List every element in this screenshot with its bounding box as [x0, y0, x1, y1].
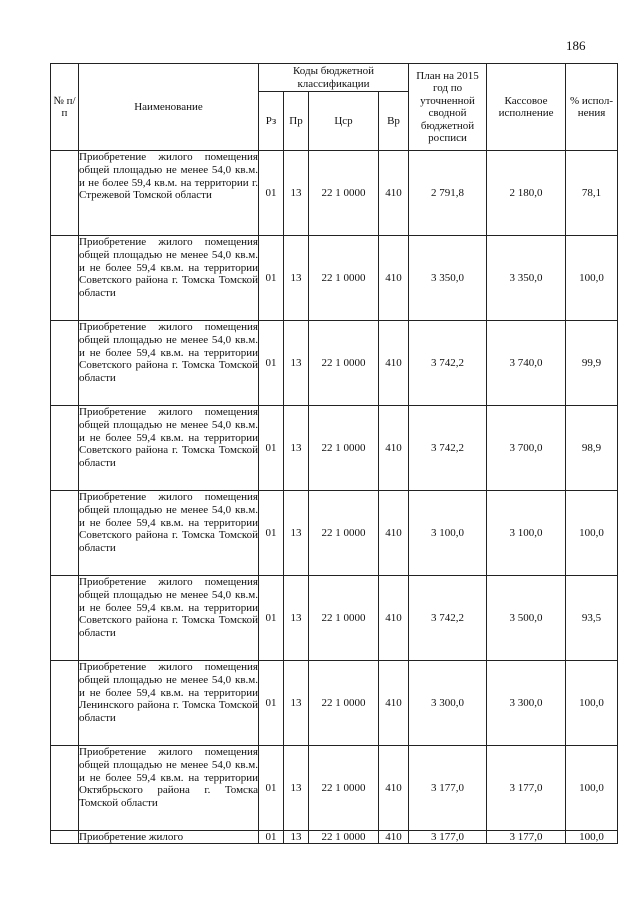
cell-name: Приобретение жилого помещения общей площадью не менее 54,0 кв.м. и не более 59,4 кв.м. на территории Советского района г. Томска Томской области: [79, 321, 259, 406]
cell-pct: 100,0: [566, 831, 618, 844]
cell-name: Приобретение жилого: [79, 831, 259, 844]
cell-pr: 13: [284, 236, 309, 321]
cell-kass: 2 180,0: [487, 151, 566, 236]
cell-no: [51, 151, 79, 236]
cell-kass: 3 177,0: [487, 831, 566, 844]
cell-kass: 3 500,0: [487, 576, 566, 661]
header-csr: Цср: [309, 92, 379, 151]
cell-name: Приобретение жилого помещения общей площадью не менее 54,0 кв.м. и не более 59,4 кв.м. на территории Советского района г. Томска Томской области: [79, 406, 259, 491]
header-pr: Пр: [284, 92, 309, 151]
cell-rz: 01: [259, 831, 284, 844]
cell-no: [51, 491, 79, 576]
cell-vr: 410: [379, 746, 409, 831]
table-row: [51, 746, 618, 831]
page-number: 186: [566, 38, 586, 53]
cell-vr: 410: [379, 236, 409, 321]
cell-vr: 410: [379, 406, 409, 491]
cell-vr: 410: [379, 831, 409, 844]
cell-plan: 3 742,2: [409, 406, 487, 491]
cell-no: [51, 236, 79, 321]
cell-csr: 22 1 0000: [309, 321, 379, 406]
cell-kass: 3 350,0: [487, 236, 566, 321]
cell-kass: 3 300,0: [487, 661, 566, 746]
cell-name: Приобретение жилого помещения общей площадью не менее 54,0 кв.м. и не более 59,4 кв.м. на территории Ленинского района г. Томска Томской области: [79, 661, 259, 746]
cell-rz: 01: [259, 576, 284, 661]
cell-pct: 100,0: [566, 491, 618, 576]
cell-name: Приобретение жилого помещения общей площадью не менее 54,0 кв.м. и не более 59,4 кв.м. на территории Советского района г. Томска Томской области: [79, 576, 259, 661]
cell-pr: 13: [284, 321, 309, 406]
table-row: [51, 406, 618, 491]
header-name: Наименование: [79, 64, 259, 151]
cell-kass: 3 100,0: [487, 491, 566, 576]
cell-rz: 01: [259, 406, 284, 491]
cell-pr: 13: [284, 746, 309, 831]
header-rz: Рз: [259, 92, 284, 151]
cell-pr: 13: [284, 406, 309, 491]
cell-csr: 22 1 0000: [309, 661, 379, 746]
cell-rz: 01: [259, 746, 284, 831]
cell-plan: 2 791,8: [409, 151, 487, 236]
table-row: [51, 831, 618, 844]
cell-kass: 3 740,0: [487, 321, 566, 406]
header-kass: Кассовое исполнение: [487, 64, 566, 151]
cell-no: [51, 576, 79, 661]
table-row: [51, 576, 618, 661]
header-codes-group: Коды бюджетной классификации: [259, 64, 409, 92]
cell-pr: 13: [284, 661, 309, 746]
cell-csr: 22 1 0000: [309, 831, 379, 844]
cell-no: [51, 746, 79, 831]
header-plan: План на 2015 год по уточненной сводной бюджетной росписи: [409, 64, 487, 151]
cell-name: Приобретение жилого помещения общей площадью не менее 54,0 кв.м. и не более 59,4 кв.м. на территории Советского района г. Томска Томской области: [79, 236, 259, 321]
cell-pr: 13: [284, 491, 309, 576]
cell-vr: 410: [379, 321, 409, 406]
cell-pct: 78,1: [566, 151, 618, 236]
table-row: [51, 661, 618, 746]
cell-vr: 410: [379, 661, 409, 746]
table-body: [51, 151, 618, 844]
cell-vr: 410: [379, 151, 409, 236]
cell-csr: 22 1 0000: [309, 746, 379, 831]
cell-pct: 98,9: [566, 406, 618, 491]
cell-vr: 410: [379, 491, 409, 576]
cell-pct: 100,0: [566, 661, 618, 746]
table-header: [51, 64, 618, 151]
cell-rz: 01: [259, 491, 284, 576]
cell-pr: 13: [284, 576, 309, 661]
cell-plan: 3 742,2: [409, 321, 487, 406]
cell-rz: 01: [259, 151, 284, 236]
table-row: [51, 236, 618, 321]
cell-name: Приобретение жилого помещения общей площадью не менее 54,0 кв.м. и не более 59,4 кв.м. на территории Октябрьского района г. Томска Томской области: [79, 746, 259, 831]
cell-plan: 3 177,0: [409, 746, 487, 831]
cell-pct: 99,9: [566, 321, 618, 406]
cell-rz: 01: [259, 236, 284, 321]
cell-no: [51, 406, 79, 491]
cell-name: Приобретение жилого помещения общей площадью не менее 54,0 кв.м. и не более 59,4 кв.м. на территории Советского района г. Томска Томской области: [79, 491, 259, 576]
table-row: [51, 321, 618, 406]
cell-plan: 3 100,0: [409, 491, 487, 576]
cell-kass: 3 700,0: [487, 406, 566, 491]
table-row: [51, 151, 618, 236]
cell-plan: 3 350,0: [409, 236, 487, 321]
cell-rz: 01: [259, 321, 284, 406]
cell-name: Приобретение жилого помещения общей площадью не менее 54,0 кв.м. и не более 59,4 кв.м. на территории г. Стрежевой Томской области: [79, 151, 259, 236]
cell-csr: 22 1 0000: [309, 576, 379, 661]
cell-kass: 3 177,0: [487, 746, 566, 831]
cell-no: [51, 831, 79, 844]
cell-no: [51, 321, 79, 406]
cell-pct: 93,5: [566, 576, 618, 661]
cell-vr: 410: [379, 576, 409, 661]
header-pct: % испол-нения: [566, 64, 618, 151]
cell-csr: 22 1 0000: [309, 151, 379, 236]
cell-no: [51, 661, 79, 746]
cell-csr: 22 1 0000: [309, 491, 379, 576]
cell-pct: 100,0: [566, 746, 618, 831]
budget-table: [50, 63, 618, 844]
cell-csr: 22 1 0000: [309, 236, 379, 321]
table-row: [51, 491, 618, 576]
cell-plan: 3 177,0: [409, 831, 487, 844]
header-no: № п/п: [51, 64, 79, 151]
cell-plan: 3 742,2: [409, 576, 487, 661]
header-vr: Вр: [379, 92, 409, 151]
cell-rz: 01: [259, 661, 284, 746]
cell-plan: 3 300,0: [409, 661, 487, 746]
cell-csr: 22 1 0000: [309, 406, 379, 491]
cell-pr: 13: [284, 151, 309, 236]
cell-pct: 100,0: [566, 236, 618, 321]
cell-pr: 13: [284, 831, 309, 844]
